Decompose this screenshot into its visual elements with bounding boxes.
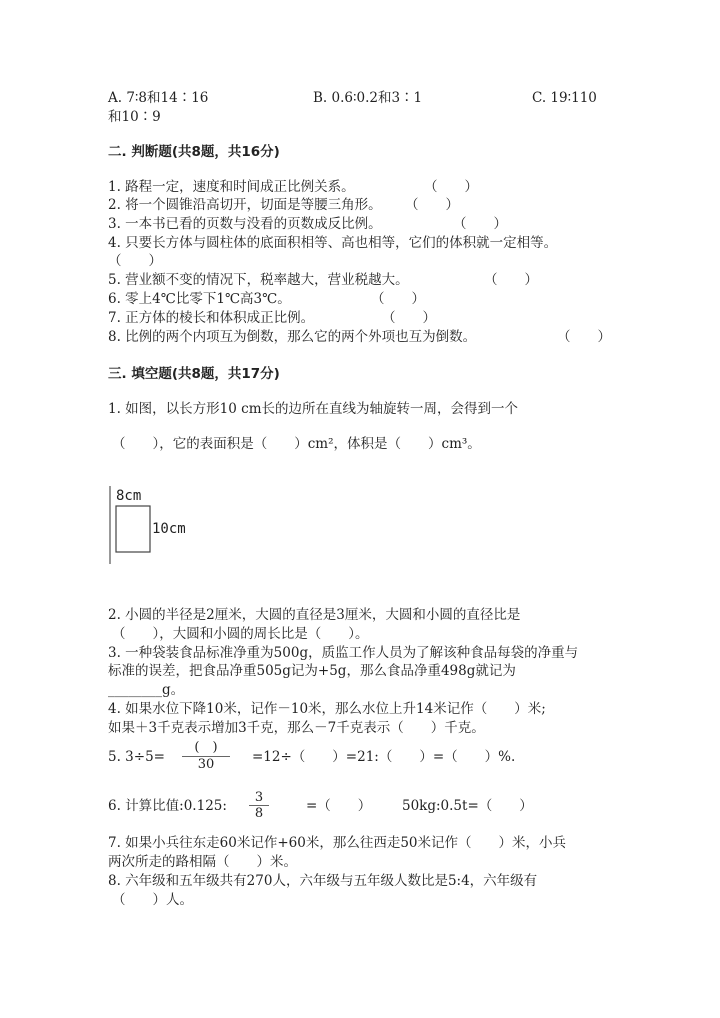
- fill-q1-line1: 1. 如图，以长方形10 cm长的边所在直线为轴旋转一周，会得到一个: [108, 401, 519, 417]
- section3-title: 三. 填空题(共8题，共17分): [108, 366, 280, 382]
- judge-item-4-text: 4. 只要长方体与圆柱体的底面积相等、高也相等，它们的体积就一定相等。: [108, 235, 558, 251]
- judge-item-7: [108, 309, 314, 327]
- judge-item-5-paren[interactable]: （ ）: [484, 272, 538, 288]
- fill-q4-line1: 4. 如果水位下降10米，记作－10米，那么水位上升14米记作（ ）米;: [108, 701, 546, 717]
- section2-title: 二. 判断题(共8题，共16分): [108, 144, 280, 160]
- fill-q6-fraction: [249, 790, 269, 821]
- rectangle-figure: [100, 478, 210, 568]
- fill-q8-line1: 8. 六年级和五年级共有270人，六年级与五年级人数比是5:4，六年级有: [108, 873, 538, 889]
- fill-q3-line1: 3. 一种袋装食品标准净重为500g，质监工作人员为了解该种食品每袋的净重与: [108, 645, 579, 661]
- judge-item-4: [108, 234, 557, 252]
- judge-item-1-paren[interactable]: （ ）: [424, 179, 478, 195]
- judge-item-5: [108, 271, 409, 289]
- fill-q6-numerator: 3: [254, 790, 264, 805]
- judge-item-3-text: 3. 一本书已看的页数与没看的页数成反比例。: [108, 216, 382, 232]
- fill-q5-prefix: 5. 3÷5=: [108, 749, 165, 765]
- fill-q8-line2: （ ）人。: [112, 892, 193, 908]
- fill-q5-suffix: =12÷（ ）=21:（ ）=（ ）%.: [252, 749, 516, 765]
- judge-item-4-paren[interactable]: （ ）: [108, 253, 162, 269]
- fill-q6-suffix: 50kg:0.5t=（ ）: [402, 798, 533, 814]
- judge-item-5-text: 5. 营业额不变的情况下，税率越大，营业税越大。: [108, 272, 409, 288]
- judge-item-7-text: 7. 正方体的棱长和体积成正比例。: [108, 310, 315, 326]
- fill-q6-denominator: 8: [254, 806, 264, 821]
- judge-item-8: [108, 328, 476, 346]
- judge-item-3-paren[interactable]: （ ）: [453, 216, 507, 232]
- judge-item-3: [108, 215, 382, 233]
- fill-q3-line2: 标准的误差，把食品净重505g记为+5g，那么食品净重498g就记为: [108, 663, 516, 679]
- fill-q7-line1: 7. 如果小兵往东走60米记作+60米，那么往西走50米记作（ ）米，小兵: [108, 835, 567, 851]
- judge-item-6: [108, 290, 291, 308]
- judge-item-6-text: 6. 零上4℃比零下1℃高3℃。: [108, 291, 291, 307]
- judge-item-1: [108, 178, 355, 196]
- judge-item-1-text: 1. 路程一定，速度和时间成正比例关系。: [108, 179, 355, 195]
- judge-item-2-paren[interactable]: （ ）: [405, 197, 459, 213]
- option-b: B. 0.6∶0.2和3∶1: [313, 90, 423, 106]
- judge-item-8-paren[interactable]: （ ）: [557, 329, 611, 345]
- fill-q4-line2: 如果＋3千克表示增加3千克，那么－7千克表示（ ）千克。: [108, 720, 485, 736]
- option-c-continued: 和10∶9: [108, 109, 161, 125]
- fill-q5-denominator: 30: [197, 757, 215, 772]
- judge-item-7-paren[interactable]: （ ）: [382, 310, 436, 326]
- fill-q2-line1: 2. 小圆的半径是2厘米，大圆的直径是3厘米，大圆和小圆的直径比是: [108, 607, 521, 623]
- figure-width-label: 8cm: [116, 488, 142, 504]
- fill-q5-fraction: [182, 740, 230, 773]
- fill-q2-line2: （ ），大圆和小圆的周长比是（ ）。: [112, 626, 369, 642]
- fill-q3-line3: ________g。: [108, 682, 185, 698]
- judge-item-8-text: 8. 比例的两个内项互为倒数，那么它的两个外项也互为倒数。: [108, 329, 477, 345]
- fill-q6-mid: =（ ）: [306, 798, 372, 814]
- judge-item-2-text: 2. 将一个圆锥沿高切开，切面是等腰三角形。: [108, 197, 382, 213]
- judge-item-2: [108, 196, 382, 214]
- judge-item-6-paren[interactable]: （ ）: [371, 291, 425, 307]
- option-a: A. 7∶8和14∶16: [108, 90, 209, 106]
- fill-q5-numerator: ( ): [194, 740, 218, 755]
- fill-q6-prefix: 6. 计算比值:0.125:: [108, 798, 227, 814]
- figure-height-label: 10cm: [152, 521, 186, 537]
- fill-q1-line2: （ ），它的表面积是（ ）cm²，体积是（ ）cm³。: [112, 436, 481, 452]
- fill-q7-line2: 两次所走的路相隔（ ）米。: [108, 854, 297, 870]
- option-c: C. 19∶110: [532, 90, 597, 106]
